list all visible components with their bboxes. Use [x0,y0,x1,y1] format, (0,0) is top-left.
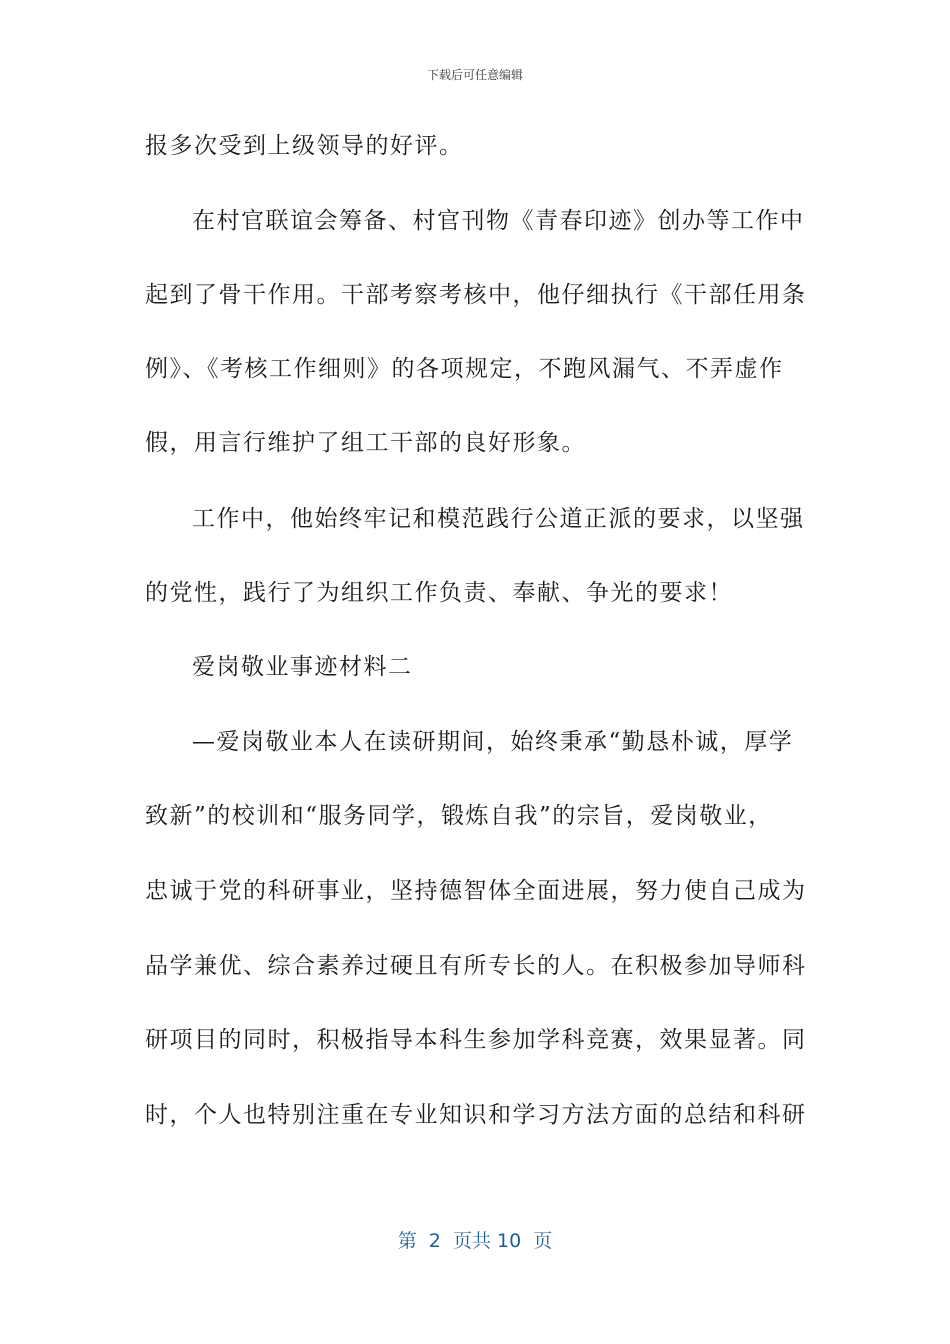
body-line-12: 品学兼优、综合素养过硬且有所专长的人。在积极参加导师科 [145,953,807,979]
body-line-10: 致新”的校训和“服务同学，锻炼自我”的宗旨，爱岗敬业， [145,803,773,829]
body-line-13: 研项目的同时，积极指导本科生参加学科竞赛，效果显著。同 [145,1027,807,1053]
page-number-footer: 第 2 页共 10 页 [397,1230,553,1252]
body-line-1: 报多次受到上级领导的好评。 [145,133,464,159]
section-heading: 爱岗敬业事迹材料二 [192,654,413,680]
body-line-4: 例》、《考核工作细则》的各项规定，不跑风漏气、不弄虚作 [145,356,784,382]
body-line-9: —爱岗敬业本人在读研期间，始终秉承“勤恳朴诚，厚学 [192,729,794,755]
body-line-2: 在村官联谊会筹备、村官刊物《青春印迹》创办等工作中 [192,208,805,234]
body-line-5: 假，用言行维护了组工干部的良好形象。 [145,430,586,456]
body-line-14: 时，个人也特别注重在专业知识和学习方法方面的总结和科研 [145,1102,807,1128]
body-line-6: 工作中，他始终牢记和模范践行公道正派的要求，以坚强 [192,506,805,532]
body-line-3: 起到了骨干作用。干部考察考核中，他仔细执行《干部任用条 [145,282,807,308]
body-line-11: 忠诚于党的科研事业，坚持德智体全面进展，努力使自己成为 [145,878,807,904]
body-line-7: 的党性，践行了为组织工作负责、奉献、争光的要求！ [145,580,733,606]
header-note: 下载后可任意编辑 [426,68,523,82]
